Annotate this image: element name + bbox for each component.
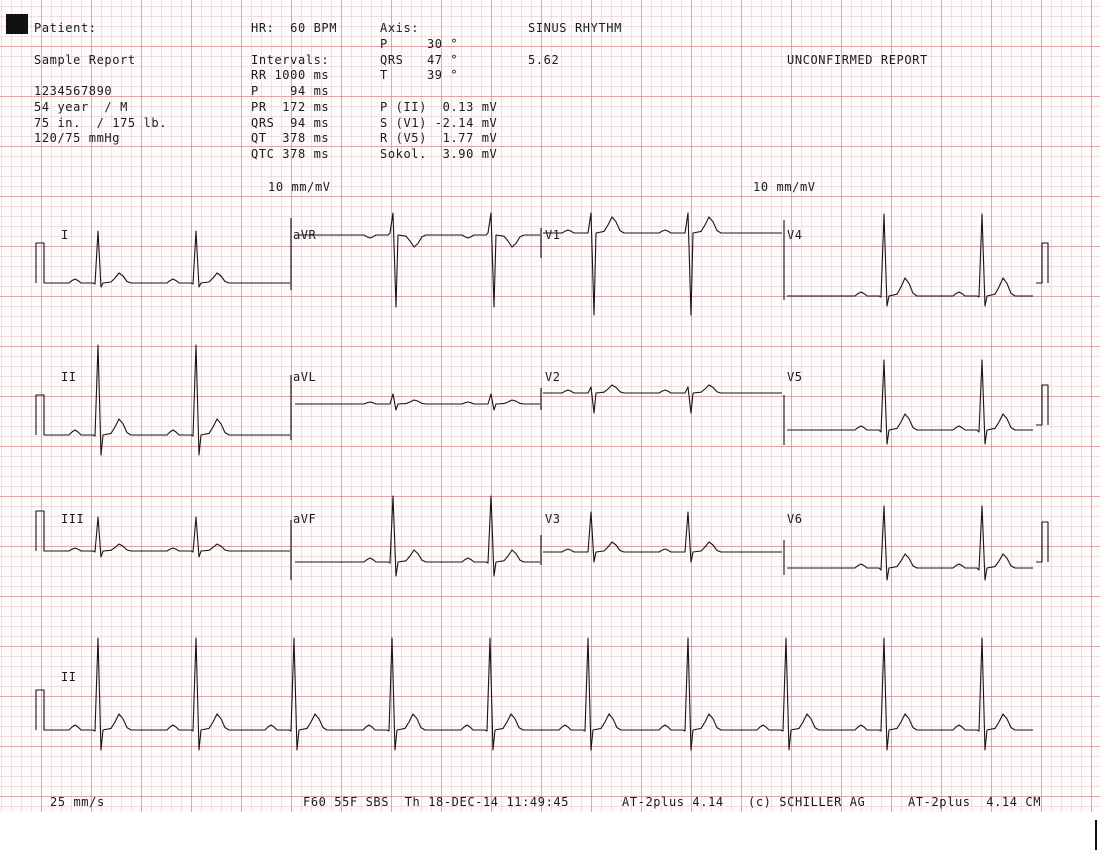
- lead-label-i: I: [61, 228, 69, 242]
- patient-age-sex: 54 year / M: [34, 100, 128, 114]
- trace-lead-avr: [295, 213, 540, 307]
- interval-qtc: QTC 378 ms: [251, 147, 330, 161]
- calibration-right: 10 mm/mV: [753, 180, 816, 194]
- patient-blood-pressure: 120/75 mmHg: [34, 131, 121, 145]
- trace-rhythm-ii: [36, 638, 1033, 750]
- amplitude-s-v1: S (V1) -2.14 mV: [380, 116, 498, 130]
- interval-p: P 94 ms: [251, 84, 330, 98]
- amplitude-r-v5: R (V5) 1.77 mV: [380, 131, 498, 145]
- trace-lead-v2: [543, 385, 782, 413]
- lead-label-avf: aVF: [293, 512, 317, 526]
- lead-label-v2: V2: [545, 370, 561, 384]
- trace-lead-v1: [543, 213, 782, 315]
- trace-lead-v6: [787, 506, 1033, 580]
- lead-label-v4: V4: [787, 228, 803, 242]
- filters-datetime: F60 55F SBS Th 18-DEC-14 11:49:45: [303, 795, 570, 809]
- trace-lead-avf: [295, 496, 540, 576]
- interpretation-code: 5.62: [528, 53, 560, 67]
- lead-label-rhythm-ii: II: [61, 670, 77, 684]
- rhythm-statement: SINUS RHYTHM: [528, 21, 622, 35]
- calibration-left: 10 mm/mV: [268, 180, 331, 194]
- trace-lead-avl: [295, 394, 540, 410]
- lead-label-iii: III: [61, 512, 85, 526]
- trace-lead-v5: [787, 360, 1033, 444]
- axis-label: Axis:: [380, 21, 420, 35]
- calibration-pulse-right-2: [1036, 522, 1048, 562]
- paper-speed: 25 mm/s: [50, 795, 105, 809]
- patient-name: Sample Report: [34, 53, 136, 67]
- report-status: UNCONFIRMED REPORT: [787, 53, 928, 67]
- trace-lead-ii: [36, 345, 290, 455]
- calibration-pulse-right-0: [1036, 243, 1048, 283]
- patient-height-weight: 75 in. / 175 lb.: [34, 116, 168, 130]
- interval-qt: QT 378 ms: [251, 131, 330, 145]
- device-version: AT-2plus 4.14: [622, 795, 724, 809]
- lead-label-avl: aVL: [293, 370, 317, 384]
- patient-label: Patient:: [34, 21, 97, 35]
- axis-p: P 30 °: [380, 37, 459, 51]
- amplitude-p-ii: P (II) 0.13 mV: [380, 100, 498, 114]
- lead-label-v5: V5: [787, 370, 803, 384]
- heart-rate: HR: 60 BPM: [251, 21, 338, 35]
- trace-lead-v3: [543, 512, 782, 562]
- axis-qrs: QRS 47 °: [380, 53, 459, 67]
- copyright: (c) SCHILLER AG: [748, 795, 866, 809]
- lead-label-v6: V6: [787, 512, 803, 526]
- patient-id: 1234567890: [34, 84, 113, 98]
- interval-pr: PR 172 ms: [251, 100, 330, 114]
- axis-t: T 39 °: [380, 68, 459, 82]
- calibration-pulse-right-1: [1036, 385, 1048, 425]
- trace-lead-i: [36, 231, 290, 287]
- lead-label-v3: V3: [545, 512, 561, 526]
- lead-label-v1: V1: [545, 228, 561, 242]
- interval-qrs: QRS 94 ms: [251, 116, 330, 130]
- lead-label-ii: II: [61, 370, 77, 384]
- trace-lead-v4: [787, 214, 1033, 306]
- interval-rr: RR 1000 ms: [251, 68, 330, 82]
- intervals-label: Intervals:: [251, 53, 330, 67]
- amplitude-sokolow: Sokol. 3.90 mV: [380, 147, 498, 161]
- device-version-right: AT-2plus 4.14 CM: [908, 795, 1042, 809]
- lead-label-avr: aVR: [293, 228, 317, 242]
